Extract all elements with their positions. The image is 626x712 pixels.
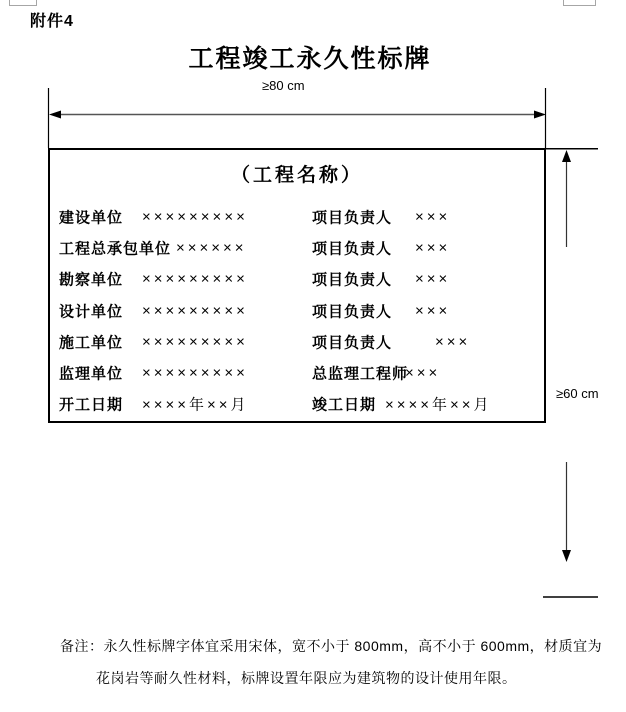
row-right-value: ××× — [415, 208, 451, 226]
sign-row-general-contractor — [50, 232, 544, 263]
row-right-label: 项目负责人 — [312, 240, 393, 258]
row-left-value: ××××××××× — [142, 208, 248, 226]
sign-row-survey-unit — [50, 264, 544, 295]
sign-row-design-unit — [50, 295, 544, 326]
sign-board — [48, 148, 546, 423]
row-right-value: ××××年××月 — [385, 396, 492, 414]
footnote-line-1: 备注：永久性标牌字体宜采用宋体，宽不小于 800mm，高不小于 600mm，材质宜为 — [60, 638, 603, 654]
width-dimension-label: ≥80 cm — [262, 78, 305, 93]
height-dimension-label: ≥60 cm — [556, 386, 599, 401]
row-right-label: 项目负责人 — [312, 303, 393, 321]
sign-rows — [50, 201, 544, 420]
page-edge-artifact-left — [9, 0, 37, 6]
row-left-label: 开工日期 — [59, 396, 124, 414]
row-left-label: 施工单位 — [59, 334, 124, 352]
row-left-label: 监理单位 — [59, 365, 124, 383]
project-name-placeholder: （工程名称） — [230, 165, 363, 186]
row-left-label: 工程总承包单位 — [59, 240, 172, 258]
row-right-label: 项目负责人 — [312, 271, 393, 289]
page-edge-artifact-right — [563, 0, 596, 6]
row-left-label: 设计单位 — [59, 303, 124, 321]
row-right-value: ××× — [415, 302, 451, 320]
sign-row-supervision-unit — [50, 357, 544, 388]
sign-row-construction-unit — [50, 201, 544, 232]
document-title: 工程竣工永久性标牌 — [188, 45, 432, 73]
width-dimension-arrow — [49, 88, 547, 148]
row-left-value: ×××××× — [176, 239, 247, 257]
row-right-value: ××× — [415, 239, 451, 257]
row-right-value: ××× — [415, 270, 451, 288]
footnote-line-2: 花岗岩等耐久性材料，标牌设置年限应为建筑物的设计使用年限。 — [96, 670, 517, 686]
row-left-value: ××××年××月 — [142, 396, 249, 414]
row-right-value: ××× — [405, 364, 441, 382]
row-left-value: ××××××××× — [142, 333, 248, 351]
row-right-value: ××× — [435, 333, 471, 351]
sign-row-dates — [50, 389, 544, 420]
row-right-label: 竣工日期 — [312, 396, 377, 414]
row-right-label: 项目负责人 — [312, 334, 393, 352]
sign-row-construction-contractor — [50, 326, 544, 357]
attachment-label: 附件4 — [30, 13, 74, 30]
height-dimension-arrow — [543, 149, 598, 597]
row-left-label: 勘察单位 — [59, 271, 124, 289]
row-left-value: ××××××××× — [142, 302, 248, 320]
row-right-label: 项目负责人 — [312, 209, 393, 227]
row-right-label: 总监理工程师 — [312, 365, 409, 383]
row-left-label: 建设单位 — [59, 209, 124, 227]
row-left-value: ××××××××× — [142, 364, 248, 382]
row-left-value: ××××××××× — [142, 270, 248, 288]
